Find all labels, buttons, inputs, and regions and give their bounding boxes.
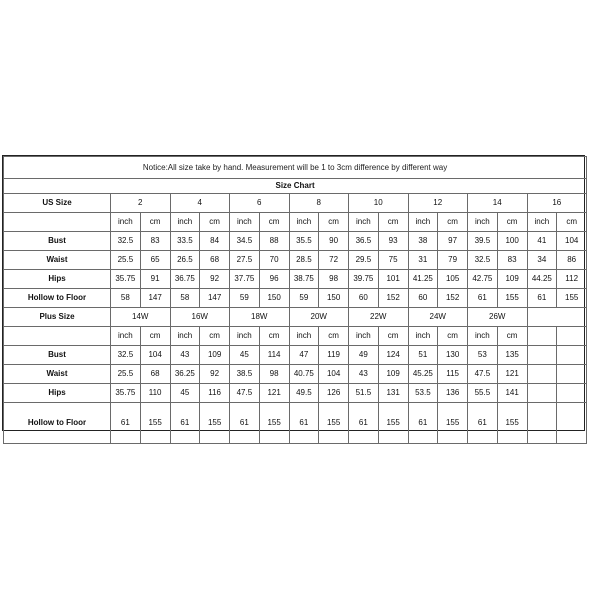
- table-cell: 53: [468, 346, 498, 365]
- plus-size-header-row: [4, 308, 587, 327]
- unit-cm: cm: [259, 213, 289, 232]
- table-cell: [527, 346, 557, 365]
- table-cell: 70: [259, 251, 289, 270]
- unit-cm: cm: [319, 213, 349, 232]
- table-cell: 51: [408, 346, 438, 365]
- unit-cm: cm: [378, 213, 408, 232]
- table-cell: [557, 365, 587, 384]
- table-cell: 61: [170, 403, 200, 444]
- plus-size-2: 18W: [230, 308, 290, 327]
- table-cell: 25.5: [111, 251, 141, 270]
- table-cell: 98: [259, 365, 289, 384]
- table-cell: 55.5: [468, 384, 498, 403]
- table-cell: 25.5: [111, 365, 141, 384]
- table-cell: 45: [170, 384, 200, 403]
- unit-inch: inch: [170, 213, 200, 232]
- table-cell: 109: [378, 365, 408, 384]
- table-cell: 104: [557, 232, 587, 251]
- table-cell: 109: [497, 270, 527, 289]
- table-cell: 83: [140, 232, 170, 251]
- table-cell: 31: [408, 251, 438, 270]
- plus-row-waist: [4, 365, 587, 384]
- us-row-hollow-to-floor: [4, 289, 587, 308]
- table-cell: 101: [378, 270, 408, 289]
- row-label: Waist: [4, 251, 111, 270]
- table-cell: 44.25: [527, 270, 557, 289]
- unit-inch: inch: [468, 327, 498, 346]
- unit-inch: inch: [170, 327, 200, 346]
- plus-size-5: 24W: [408, 308, 468, 327]
- table-cell: 91: [140, 270, 170, 289]
- table-cell: 98: [319, 270, 349, 289]
- table-cell: 68: [200, 251, 230, 270]
- table-cell: 96: [259, 270, 289, 289]
- table-cell: 65: [140, 251, 170, 270]
- row-label: Hollow to Floor: [4, 289, 111, 308]
- table-cell: [557, 403, 587, 444]
- table-cell: 40.75: [289, 365, 319, 384]
- plus-size-0: 14W: [111, 308, 171, 327]
- table-cell: 152: [378, 289, 408, 308]
- us-size-5: 12: [408, 194, 468, 213]
- us-size-3: 8: [289, 194, 349, 213]
- table-cell: 49: [349, 346, 379, 365]
- plus-size-3: 20W: [289, 308, 349, 327]
- table-cell: 155: [259, 403, 289, 444]
- unit-cm: cm: [497, 213, 527, 232]
- unit-inch: inch: [349, 327, 379, 346]
- table-cell: 136: [438, 384, 468, 403]
- notice-text: Notice:All size take by hand. Measurement will be 1 to 3cm difference by different way: [4, 157, 587, 179]
- table-cell: 41: [527, 232, 557, 251]
- us-size-0: 2: [111, 194, 171, 213]
- unit-cm: cm: [378, 327, 408, 346]
- table-cell: 60: [349, 289, 379, 308]
- table-cell: 68: [140, 365, 170, 384]
- table-cell: 58: [170, 289, 200, 308]
- table-cell: [557, 384, 587, 403]
- table-cell: 155: [378, 403, 408, 444]
- table-cell: 93: [378, 232, 408, 251]
- table-cell: 27.5: [230, 251, 260, 270]
- table-cell: 61: [230, 403, 260, 444]
- table-cell: 155: [497, 289, 527, 308]
- table-cell: [527, 365, 557, 384]
- unit-cm: cm: [557, 213, 587, 232]
- table-cell: 58: [111, 289, 141, 308]
- row-label: Waist: [4, 365, 111, 384]
- table-cell: 104: [140, 346, 170, 365]
- table-cell: 39.5: [468, 232, 498, 251]
- row-label: Hollow to Floor: [4, 403, 111, 444]
- table-cell: 41.25: [408, 270, 438, 289]
- table-cell: 37.75: [230, 270, 260, 289]
- table-cell: 61: [468, 403, 498, 444]
- table-cell: 121: [259, 384, 289, 403]
- table-cell: 83: [497, 251, 527, 270]
- size-chart: [2, 155, 585, 431]
- table-cell: 141: [497, 384, 527, 403]
- table-cell: 155: [140, 403, 170, 444]
- plus-units-row: [4, 327, 587, 346]
- table-cell: 155: [200, 403, 230, 444]
- unit-cm: cm: [259, 327, 289, 346]
- table-cell: 38.5: [230, 365, 260, 384]
- table-cell: 43: [170, 346, 200, 365]
- table-cell: 72: [319, 251, 349, 270]
- table-cell: 42.75: [468, 270, 498, 289]
- table-cell: 105: [438, 270, 468, 289]
- table-cell: 45: [230, 346, 260, 365]
- unit-cm: cm: [140, 327, 170, 346]
- table-cell: 38.75: [289, 270, 319, 289]
- table-cell: [527, 384, 557, 403]
- table-cell: 33.5: [170, 232, 200, 251]
- table-cell: 36.5: [349, 232, 379, 251]
- table-cell: 61: [111, 403, 141, 444]
- plus-units-blank: [4, 327, 111, 346]
- table-cell: 90: [319, 232, 349, 251]
- unit-inch: inch: [230, 213, 260, 232]
- unit-inch: inch: [289, 213, 319, 232]
- table-cell: 92: [200, 270, 230, 289]
- row-label: Hips: [4, 384, 111, 403]
- table-cell: 110: [140, 384, 170, 403]
- table-cell: 35.75: [111, 270, 141, 289]
- unit-inch: inch: [111, 327, 141, 346]
- table-cell: 147: [200, 289, 230, 308]
- plus-row-bust: [4, 346, 587, 365]
- table-cell: 29.5: [349, 251, 379, 270]
- table-cell: 59: [289, 289, 319, 308]
- unit-inch: inch: [111, 213, 141, 232]
- table-cell: 119: [319, 346, 349, 365]
- title-row: [4, 179, 587, 194]
- table-cell: 61: [408, 403, 438, 444]
- table-cell: 34: [527, 251, 557, 270]
- table-cell: 86: [557, 251, 587, 270]
- table-cell: 100: [497, 232, 527, 251]
- unit-inch: inch: [349, 213, 379, 232]
- table-cell: 35.5: [289, 232, 319, 251]
- table-cell: [527, 403, 557, 444]
- unit-blank: [557, 327, 587, 346]
- table-cell: 51.5: [349, 384, 379, 403]
- table-cell: 38: [408, 232, 438, 251]
- table-cell: 79: [438, 251, 468, 270]
- us-size-4: 10: [349, 194, 409, 213]
- unit-blank: [527, 327, 557, 346]
- us-row-bust: [4, 232, 587, 251]
- table-cell: 150: [319, 289, 349, 308]
- table-cell: 84: [200, 232, 230, 251]
- unit-inch: inch: [408, 213, 438, 232]
- unit-inch: inch: [230, 327, 260, 346]
- plus-size-1: 16W: [170, 308, 230, 327]
- unit-inch: inch: [527, 213, 557, 232]
- unit-cm: cm: [200, 213, 230, 232]
- notice-row: [4, 157, 587, 179]
- table-cell: 131: [378, 384, 408, 403]
- table-cell: 97: [438, 232, 468, 251]
- unit-inch: inch: [289, 327, 319, 346]
- table-cell: 45.25: [408, 365, 438, 384]
- us-row-waist: [4, 251, 587, 270]
- table-cell: 32.5: [468, 251, 498, 270]
- table-cell: 155: [319, 403, 349, 444]
- table-cell: 88: [259, 232, 289, 251]
- table-cell: 32.5: [111, 346, 141, 365]
- unit-cm: cm: [438, 213, 468, 232]
- table-cell: 47.5: [230, 384, 260, 403]
- table-cell: 104: [319, 365, 349, 384]
- table-cell: 36.25: [170, 365, 200, 384]
- table-cell: 75: [378, 251, 408, 270]
- table-cell: 155: [438, 403, 468, 444]
- us-units-row: [4, 213, 587, 232]
- table-cell: 150: [259, 289, 289, 308]
- us-size-label: US Size: [4, 194, 111, 213]
- us-row-hips: [4, 270, 587, 289]
- table-cell: 32.5: [111, 232, 141, 251]
- table-cell: 34.5: [230, 232, 260, 251]
- table-cell: 155: [557, 289, 587, 308]
- us-units-blank: [4, 213, 111, 232]
- table-cell: 39.75: [349, 270, 379, 289]
- row-label: Hips: [4, 270, 111, 289]
- table-cell: 28.5: [289, 251, 319, 270]
- table-cell: 130: [438, 346, 468, 365]
- table-cell: 92: [200, 365, 230, 384]
- us-size-1: 4: [170, 194, 230, 213]
- table-cell: 152: [438, 289, 468, 308]
- row-label: Bust: [4, 232, 111, 251]
- table-cell: 61: [349, 403, 379, 444]
- table-cell: 115: [438, 365, 468, 384]
- chart-title: Size Chart: [4, 179, 587, 194]
- plus-size-7: [527, 308, 587, 327]
- us-size-2: 6: [230, 194, 290, 213]
- plus-size-label: Plus Size: [4, 308, 111, 327]
- table-cell: 121: [497, 365, 527, 384]
- table-cell: 61: [289, 403, 319, 444]
- table-cell: 26.5: [170, 251, 200, 270]
- table-cell: 43: [349, 365, 379, 384]
- table-cell: 60: [408, 289, 438, 308]
- table-cell: 116: [200, 384, 230, 403]
- table-cell: 147: [140, 289, 170, 308]
- row-label: Bust: [4, 346, 111, 365]
- table-cell: 135: [497, 346, 527, 365]
- table-cell: 126: [319, 384, 349, 403]
- plus-size-6: 26W: [468, 308, 528, 327]
- plus-row-hips: [4, 384, 587, 403]
- table-cell: 61: [468, 289, 498, 308]
- table-cell: [557, 346, 587, 365]
- us-size-header-row: [4, 194, 587, 213]
- table-cell: 53.5: [408, 384, 438, 403]
- table-cell: 112: [557, 270, 587, 289]
- us-size-6: 14: [468, 194, 528, 213]
- unit-cm: cm: [140, 213, 170, 232]
- unit-cm: cm: [497, 327, 527, 346]
- plus-size-4: 22W: [349, 308, 409, 327]
- size-chart-table: [3, 156, 587, 444]
- unit-cm: cm: [438, 327, 468, 346]
- table-cell: 49.5: [289, 384, 319, 403]
- unit-cm: cm: [200, 327, 230, 346]
- table-cell: 59: [230, 289, 260, 308]
- table-cell: 61: [527, 289, 557, 308]
- table-cell: 155: [497, 403, 527, 444]
- table-cell: 35.75: [111, 384, 141, 403]
- table-cell: 109: [200, 346, 230, 365]
- table-cell: 124: [378, 346, 408, 365]
- unit-cm: cm: [319, 327, 349, 346]
- us-size-7: 16: [527, 194, 587, 213]
- unit-inch: inch: [408, 327, 438, 346]
- plus-row-hollow-to-floor: [4, 403, 587, 444]
- table-cell: 36.75: [170, 270, 200, 289]
- table-cell: 47: [289, 346, 319, 365]
- table-cell: 114: [259, 346, 289, 365]
- table-cell: 47.5: [468, 365, 498, 384]
- unit-inch: inch: [468, 213, 498, 232]
